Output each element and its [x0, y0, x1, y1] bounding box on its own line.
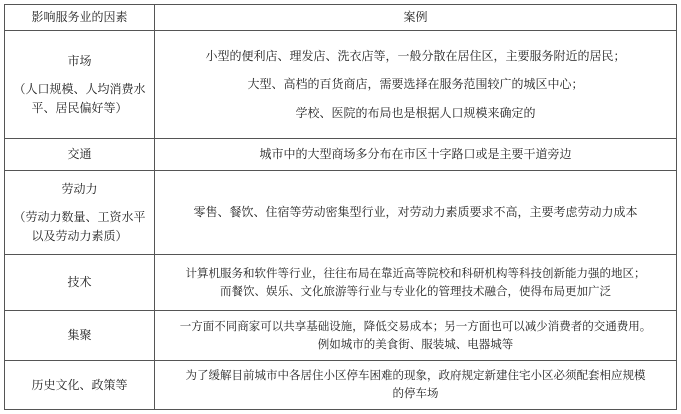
table-row-history-policy — [5, 361, 677, 410]
service-industry-factors-table — [4, 4, 677, 410]
example-cell — [155, 31, 677, 139]
header-row — [5, 5, 677, 31]
example-line: 零售、餐饮、住宿等劳动密集型行业，对劳动力素质要求不高，主要考虑劳动力成本 — [193, 205, 638, 220]
header-example: 案例 — [155, 5, 677, 31]
example-line: 学校、医院的布局也是根据人口规模来确定的 — [295, 105, 536, 120]
example-line: 的停车场 — [392, 386, 439, 400]
factor-cell — [5, 139, 155, 171]
table-row-technology — [5, 255, 677, 311]
example-cell — [155, 255, 677, 311]
factor-title: 集聚 — [67, 328, 92, 343]
factor-detail: （劳动力数量、工资水平 — [13, 210, 146, 225]
example-line: 一方面不同商家可以共享基础设施，降低交易成本；另一方面也可以减少消费者的交通费用。 — [179, 318, 652, 333]
factor-title: 交通 — [67, 147, 92, 162]
factor-cell — [5, 31, 155, 139]
factor-detail: 以及劳动力素质） — [31, 228, 128, 243]
example-line: 为了缓解目前城市中各居住小区停车困难的现象，政府规定新建住宅小区必须配套相应规模 — [185, 368, 646, 383]
factor-title: 市场 — [67, 53, 92, 68]
factor-detail: （人口规模、人均消费水 — [13, 82, 146, 97]
factor-title: 劳动力 — [61, 181, 98, 196]
table-row-labor — [5, 171, 677, 255]
example-line: 计算机服务和软件等行业，往往布局在靠近高等院校和科研机构等科技创新能力强的地区； — [185, 265, 646, 280]
example-cell — [155, 361, 677, 410]
factor-title: 技术 — [67, 275, 92, 290]
table-row-agglomeration — [5, 311, 677, 361]
example-line: 小型的便利店、理发店、洗衣店等，一般分散在居住区，主要服务附近的居民； — [205, 48, 626, 63]
factor-cell — [5, 171, 155, 255]
example-cell — [155, 139, 677, 171]
header-factor: 影响服务业的因素 — [5, 5, 155, 31]
example-line: 城市中的大型商场多分布在市区十字路口或是主要干道旁边 — [259, 147, 572, 162]
factor-cell — [5, 255, 155, 311]
example-cell — [155, 311, 677, 361]
table-row-transport — [5, 139, 677, 171]
example-line: 大型、高档的百货商店，需要选择在服务范围较广的城区中心； — [247, 77, 584, 92]
example-line: 例如城市的美食街、服装城、电器城等 — [317, 336, 514, 351]
factor-cell — [5, 361, 155, 410]
factor-title: 历史文化、政策等 — [31, 377, 128, 392]
example-line: 而餐饮、娱乐、文化旅游等行业与专业化的管理技术融合，使得布局更加广泛 — [220, 283, 611, 298]
table-row-market — [5, 31, 677, 139]
factor-detail: 平、居民偏好等） — [31, 100, 128, 115]
factor-cell — [5, 311, 155, 361]
example-cell — [155, 171, 677, 255]
